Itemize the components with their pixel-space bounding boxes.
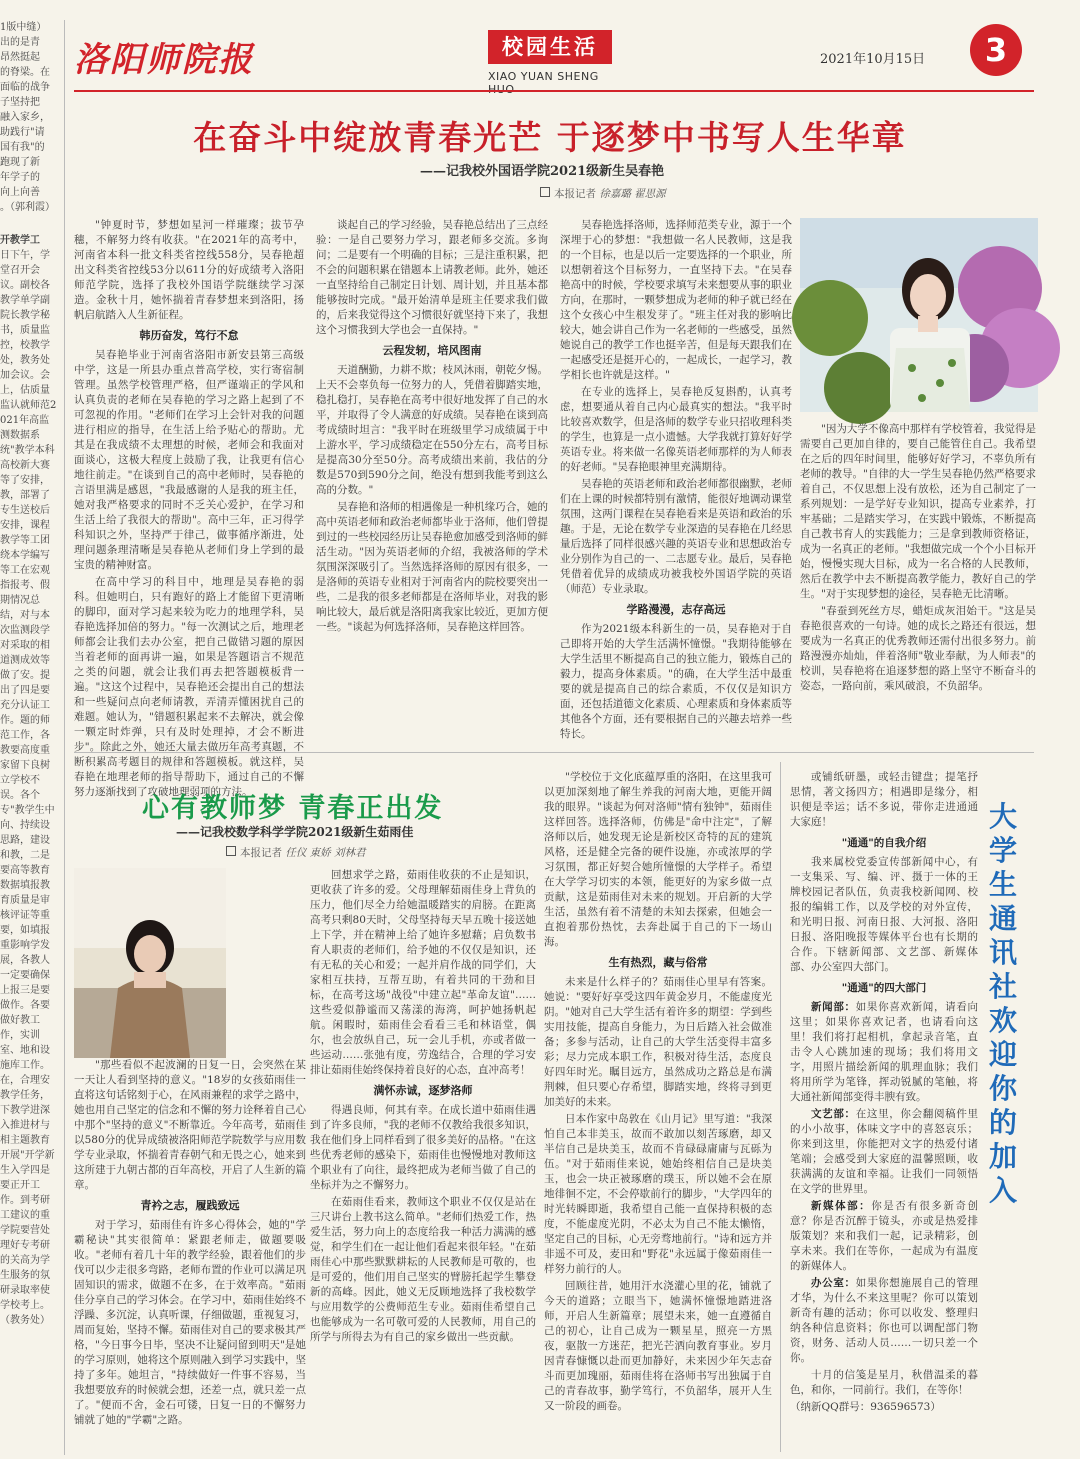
dept-desc: 你是否有很多新奇创意？你是否沉醉于镜头，亦或是热爱排版策划？来和我们一起，记录精彩，创享未来。我们在等你，一起成为有温度的新媒体人。 <box>790 1200 979 1272</box>
dept-arts <box>790 1107 978 1197</box>
subheading: 学路漫漫，志存高远 <box>626 603 726 616</box>
dept-name: 新闻部： <box>811 1001 856 1013</box>
reporter-label: 本报记者 <box>554 188 596 200</box>
recruit-vertical-title: 大学生通讯社欢迎你的加入 <box>988 800 1017 1207</box>
paragraph: 得遇良师，何其有幸。在成长道中茹雨佳遇到了许多良师，"我的老师不仅教给我很多知识，我在他们身上同样看到了很多美好的品格。"在这些优秀老师的感染下，茹雨佳也慢慢地对教师这个职业有了向往，最终把成为老师当做了自己的坐标并为之不懈努力。 <box>310 1104 536 1191</box>
reporter-names: 任仪 東娇 刘林君 <box>285 847 366 859</box>
dept-news <box>790 1000 978 1105</box>
article2-column-2 <box>310 868 536 1454</box>
dept-desc: 在这里，你会翻阅稿件里的小小故事，体味文字中的喜怒哀乐；你来到这里，你能把对文字的热爱付诸笔端；会感受到大家庭的温馨照顾，收获满满的友谊和幸福。让我们一同领悟在文学的世界里。 <box>790 1108 979 1195</box>
article1-column-2 <box>316 218 548 740</box>
portrait-photo-wu-chunyan <box>800 218 1038 412</box>
dept-name: 办公室： <box>811 1277 856 1289</box>
left-gutter-text <box>0 20 58 1455</box>
recruit-box <box>790 770 978 1454</box>
recruit-qq: （纳新QQ群号：936596573） <box>790 1401 941 1413</box>
paragraph: 在茹雨佳看来，教师这个职业不仅仅是站在三尺讲台上教书这么简单。"老师们热爱工作，热爱生活，努力向上的态度给我一种活力满满的感觉，和学生们在一起让他们看起来很年轻。"在茹雨佳心中那些默默耕耘的人民教师是可敬的，也是可爱的，他们用自己坚实的臂膀托起学生攀登新的高峰。因此，她义无反顾地选择了我校数学与应用数学的公费师范生专业。茹雨佳希望自己也能够成为一名可敬可爱的人民教师，用自己的所学与所得去为有自己的家乡做出一些贡献。 <box>310 1196 536 1343</box>
section-title: 校园生活 <box>488 30 612 64</box>
article1-headline: 在奋斗中绽放青春光芒 于逐梦中书写人生华章 <box>193 118 907 157</box>
paragraph: 谈起自己的学习经验，吴春艳总结出了三点经验：一是自己要努力学习，跟老师多交流。多询问；二是要有一个明确的目标；三是注重积累，把不会的问题积累在错题本上请教老师。此外，她还一直坚持给自己制定日计划、周计划，并且基本都能够按时完成。"最开始清单是班主任要求我们做的，后来我觉得这个习惯很好就坚持下来了，我想这个习惯我到大学也会一直保持。" <box>316 219 548 336</box>
portrait-photo-ru-yujia <box>74 868 226 1058</box>
paragraph: "春蚕到死丝方尽，蜡炬成灰泪始干。"这是吴春艳很喜欢的一句诗。她的成长之路还有很远，想要成为一名真正的优秀教师还需付出很多努力。前路漫漫亦灿灿，伴着洛师"敬业奉献，为人师表"的校训，吴春艳将在追逐梦想的路上坚守不断奋斗的姿态，一路向前，乘风破浪，不负韶华。 <box>800 605 1036 692</box>
page-number: 3 <box>970 24 1022 76</box>
checkbox-square-icon <box>226 846 236 856</box>
reporter-label: 本报记者 <box>240 847 282 859</box>
paragraph: 未来是什么样子的？茹雨佳心里早有答案。她说："要好好享受这四年黄金岁月，不能虚度光阴。"她对自己大学生活有着许多的期望：学到些实用技能，提高自身能力，为日后踏入社会做准备；多参与活动，让自己的大学生活变得丰富多彩；尽力完成本职工作，积极对待生活，态度良好四年时光。瞩目远方，虽然成功之路总是布满荆棘，但只要心存希望，脚踏实地，终将寻到更加美好的未来。 <box>544 976 772 1108</box>
article1-column-4 <box>800 422 1036 740</box>
article1-column-1 <box>74 218 304 798</box>
article2-byline <box>226 845 366 860</box>
recruit-subheading: "通通"的自我介绍 <box>841 837 927 849</box>
paragraph: 在专业的选择上，吴春艳反复斟酌，认真考虑，想要通从着自己内心最真实的想法。"我平时比较喜欢数学，但是洛师的数学专业只招收理科类的学生，也算是一点小遗憾。大学我就打算好好学英语专业。将来做一名像英语老师那样的为人师表的好老师。"吴春艳眼神里充满期待。 <box>560 386 792 473</box>
gutter-block-1: 1版中缝） 出的是青 昂然挺起 的脊梁。在 面临的战争 子坚持把 融入家乡， 助践行"请 国有我"的 跑现了新 年学子的 向上向善 。（郭利霞） <box>0 22 55 213</box>
article1-column-3 <box>560 218 792 740</box>
recruit-intro: 或铺纸研墨，或轻击键盘；提笔抒思情，著文扬四方；相遇即是缘分，相识便是幸运；话不多说，带你走进通通大家庭！ <box>790 771 978 828</box>
paragraph: 在高中学习的科目中，地理是吴春艳的弱科。但她明白，只有跑好的路上才能留下更清晰的脚印，面对学习起来较为吃力的地理学科，吴春艳选择加倍的努力。"每一次测试之后，地理老师都会让我们去办公室，把自己做错习题的原因当着老师的面再讲一遍，如果是答题语言不规范之类的问题，就会让我们再去把答题模板背一遍。"这这个过程中，吴春艳还会提出自己的想法和一些疑问点向老师请教，弄清弄懂困扰自己的难题。她认为，"错题积累起来不去解决，就会像一颗定时炸弹，只有及时处理掉，才会不断进步"。除此之外，她还大量去做历年高考真题，不断积累高考题目的规律和答题模板。就这样，吴春艳在地理老师的指导帮助下，通过自己的不懈努力逐渐找到了攻破地理弱项的方法。 <box>74 576 304 798</box>
article2-column-3 <box>544 770 772 1454</box>
reporter-names: 徐嘉璐 翟思源 <box>599 188 666 200</box>
issue-date: 2021年10月15日 <box>820 52 926 67</box>
section-divider <box>74 752 1034 753</box>
article2-column-1 <box>74 1058 306 1454</box>
article1-subheadline: ——记我校外国语学院2021级新生吴春艳 <box>420 164 665 179</box>
paragraph: "钟夏时节，梦想如星河一样璀璨；拔节孕穗，不解努力终有收获。"在2021年的高考中，河南省本科一批文科类省控线558分，吴春艳超出文科类省控线53分以611分的好成绩考入洛阳师范学院，选择了我校外国语学院继续学习深造。金秋十月，她怀揣着青春梦想来到洛阳，扬帆启航踏入人生新征程。 <box>74 219 304 321</box>
recruit-closing: 十月的信笺是星月，秋借温柔的暮色，和你，一同前行。我们，在等你！ <box>790 1369 978 1396</box>
checkbox-square-icon <box>540 187 550 197</box>
subheading: 生有热烈，藏与俗常 <box>608 956 708 969</box>
paragraph: "因为大学不像高中那样有学校管着，我觉得是需要自己更加自律的，要自己能管住自己。我希望在之后的四年时间里，能够好好学习，不辜负所有老师的教导。"自律的大一学生吴春艳仍然严格要求着自己，不仅思想上没有放松，还为自己制定了一系列规划：一是学好专业知识，提高专业素养，打牢基础；二是踏实学习，在实践中锻炼，不断提高自己教书育人的实践能力；三是拿到教师资格证，成为一名真正的老师。"我想做完成一个个小目标开始，慢慢实现大目标，成为一名合格的人民教师，然后在教学中去不断提高教学能力，教好自己的学生。"对于实现梦想的途径，吴春艳无比清晰。 <box>800 423 1036 600</box>
paragraph: 作为2021级本科新生的一员，吴春艳对于自己即将开始的大学生活满怀憧憬。"我期待能够在大学生活里不断提高自己的独立能力，锻炼自己的毅力，提高身体素质。"的确，在大学生活中最重要的就是提高自己的综合素质，不仅仅是知识方面，还包括道德文化素质、心理素质和身体素质等其他各个方面，还有要根据自己的兴趣去培养一些特长。 <box>560 623 792 740</box>
paragraph: 回想求学之路，茹雨佳收获的不止是知识，更收获了许多的爱。父母理解茹雨佳身上背负的压力，他们尽全力给她温暖踏实的肩膀。在距离高考只剩80天时，父母坚持每天早五晚十接送她上下学，并在精神上给了她许多慰藉；启负数书育人职责的老师们，给予她的不仅仅是知识，还有无私的关心和爱；一起并肩作战的同学们，大家相互扶持，互帮互助，有着共同的干劲和目标，在高考这场"战役"中建立起"革命友谊"……这些爱似静谧而又荡漾的海湾，呵护她扬帆起航。闲暇时，茹雨佳会看看三毛和林语堂，偶尔，也会放纵自己，玩一会儿手机，亦或者做一些运动……张弛有度，劳逸结合，合理的学习安排让茹雨佳始终保持着良好的心态，直冲高考！ <box>310 869 536 1076</box>
paragraph: 吴春艳的英语老师和政治老师都很幽默，老师们在上课的时候都特别有激情，能很好地调动课堂氛围，这两门课程在吴春艳看来是英语和政治的乐趣。于是，无论在数学专业深造的吴春艳在几经思量后选择了同样很感兴趣的英语专业和思想政治专业分别作为自己的一、二志愿专业。最后，吴春艳凭借着优异的成绩成功被我校外国语学院的英语（师范）专业录取。 <box>560 478 792 595</box>
paragraph: "学校位于文化底蕴厚重的洛阳，在这里我可以更加深刻地了解生养我的河南大地，更能开阔我的眼界。"谈起为何对洛师"情有独钟"，茹雨佳这样回答。选择洛师，仿佛是"命中注定"，了解洛师以后，她发现无论是新校区奇特的瓦的建筑风格，还是健全完备的硬件设施，亦或浓厚的学习氛围，都正好契合她所憧憬的大学样子。希望在大学学习切实的本领，能更好的为家乡做一点贡献，这是茹雨佳对未来的规划。开启新的大学生活，虽然有着不清楚的未知去探索，但她会一直抱着那份热忱，去奔赴属于自己的下一场山海。 <box>544 771 772 948</box>
masthead-logo: 洛阳师院报 <box>74 40 254 80</box>
paragraph: 回顾往昔，她用汗水浇灌心里的花，铺就了今天的道路；立眼当下，她满怀憧憬地踏进洛师，开启人生新篇章；展望未来，她一直遵循自己的初心，让自己成为一颗星星，照亮一方黑夜，驱散一方迷茫，把光芒洒向教育事业。岁月因青春慷慨以赴而更加静好，未来因少年矢志奋斗而更加瑰丽，茹雨佳将在洛师书写出独属于自己的青春故事，勤学笃行，不负韶华，展开人生又一阶段的画卷。 <box>544 1280 772 1412</box>
paragraph: 吴春艳和洛师的相遇像是一种机缘巧合，她的高中英语老师和政治老师都毕业于洛师，他们曾提到过的一些校园经历让吴春艳愈加感受到洛师的鲜活生动。"因为英语老师的介绍，我被洛师的学术氛围深深吸引了。当然选择洛师的原因有很多，一是洛师的英语专业相对于河南省内的院校要突出一些，二是我的很多老师都是在洛师毕业，对我的影响比较大，最后就是洛阳离我家比较近，更加方便一些。"谈起为何选择洛师，吴春艳这样回答。 <box>316 501 548 633</box>
article2-subheadline: ——记我校数学科学学院2021级新生茹雨佳 <box>176 825 414 839</box>
article2-headline: 心有教师梦 青春正出发 <box>142 793 444 824</box>
paragraph: 吴春艳毕业于河南省洛阳市新安县第三高级中学，这是一所县办重点普高学校，实行寄宿制管理。虽然学校管理严格，但严谨端正的学风和认真负责的老师在吴春艳的学习之路上起到了不可忽视的作用。"老师们在学习上会针对我的问题进行相应的指导，在生活上给予贴心的帮助。尤其是在我成绩不太理想的时候，老师会和我面对面谈心，这极大程度上鼓励了我，让我更有信心地往前走。"在谈到自己的高中老师时，吴春艳的言语里满是感恩，"我最感谢的人是我的班主任，她对我严格要求的同时不乏关心爱护，在学习和生活上给了我很大的帮助"。高中三年，正习得学科知识之外，坚持严于律己，做事循序渐进，处理问题条理清晰是吴春艳从老师们身上学到的最宝贵的精神财富。 <box>74 349 304 571</box>
paragraph: "那些看似不起波澜的日复一日，会突然在某一天让人看到坚持的意义。"18岁的女孩茹雨佳一直将这句话铭刻于心，在风雨兼程的求学之路中，她也用自己坚定的信念和不懈的努力诠释着自己心中那个"坚持的意义"不断靠近。今年高考，茹雨佳以580分的优异成绩被洛阳师范学院数学与应用数学专业录取，怀揣着青春朝气和无畏之心，她来到这所建于九朝古都的百年高校，开启了人生新的篇章。 <box>74 1059 306 1191</box>
subheading: 青衿之志，履践致远 <box>140 1199 240 1212</box>
subheading: 满怀赤诚，逐梦洛师 <box>373 1084 473 1097</box>
recruit-subheading: "通通"的四大部门 <box>841 982 927 994</box>
gutter-block-2: 日下午，学堂召开会议。副校各教学单学副院长教学秘书，质量监控，校教学处，教务处加会议。会上，估质量监认就师范2021年高监测数据系统"教学本科高校新大赛等了安排，教，部署了专生送校后安排，课程教学等工团绕本学编写等工在宏观指报考、假期情况总结，对与本次监测段学对采取的相道测成效等做了安。提出了四是要充分认证工作。题的师范工作，各教要高度重家留下良树立学校不误。各个专"教学生中向、持续设思路，建设和教，二是要高等教育数据填报教育质量是审核评证等重要，如填报重影响学发展，各教人一定要确保上报三是要做作。各要做好教工作，实训室、地和设施库工作。在，合理安教学任务，下教学进深入推进材与相主题教育开展"开学新生入学四是要正开工作。到考研工建议的重学院要营处理好专考研的关高为学生服务的氛研录取率使学校考上。（教务处） <box>0 250 57 1326</box>
dept-name: 新媒体部： <box>811 1200 872 1212</box>
dept-office <box>790 1276 978 1366</box>
recruit-paragraph: 我来属校党委宣传部新闻中心，有一支集采、写、编、评、摄于一体的王牌校园记者队伍，负责我校新闻网、校报的编辑工作，以及学校的对外宣传，和光明日报、河南日报、大河报、洛阳日报、洛阳晚报等媒体平台也有长期的合作。下辖新闻部、文艺部、新媒体部、办公室四大部门。 <box>790 856 978 973</box>
dept-desc: 如果你喜欢新闻，请看向这里；如果你喜欢记者，也请看向这里！我们将打起相机，拿起录音笔，直击令人心跳加速的现场；我们将用文字，用照片描绘新闻的肌理血脉；我们将用所学为笔锋，挥动锐腻的笔触，将大通社新闻部变得丰腴有致。 <box>790 1001 979 1103</box>
paragraph: 吴春艳选择洛师，选择师范类专业，源于一个深埋于心的梦想："我想做一名人民教师，这是我的一个目标，也是以后一定要选择的一个职业，所以想朝着这个目标努力，一直坚持下去。"在吴春艳高中的时候，学校要求填写未来想要从事的职业方向，在那时，一颗梦想成为老师的种子就已经在这个女孩心中生根发芽了。"班主任对我的影响比较大，她会讲自己作为一名老师的一些感受，虽然她说自己的教学工作也挺辛苦，但是每天跟我们在一起感受还是挺开心的，一起成长，一起学习，教学相长也许就是这样。" <box>560 219 792 381</box>
dept-newmedia <box>790 1199 978 1274</box>
paragraph: 天道酬勤，力耕不欺；枝风沐雨，朝乾夕惕。上天不会辜负每一位努力的人，凭借着脚踏实地，稳扎稳打，吴春艳在高考中很好地发挥了自己的水平，并取得了令人满意的好成绩。吴春艳在谈到高考成绩时坦言："我平时在班级里学习成绩属于中上游水平，学习成绩稳定在550分左右，高考目标是提高30分至50分。高考成绩出来前，我估的分数是570到590分之间，绝没有想到我能考到这么高的分数。" <box>316 364 548 496</box>
paragraph: 对于学习，茹雨佳有许多心得体会，她的"学霸秘诀"其实很简单：紧跟老师走，做题要吸收。"老师有着几十年的教学经验，跟着他们的步伐可以少走很多弯路，老师布置的作业可以满足巩固知识的需求，做题不在多，在于效率高。"茹雨佳分享自己的学习体会。在学习中，茹雨佳始终不浮躁、多沉淀，认真听课，仔细做题，重视复习，周而复始，坚持不懈。茹雨佳对自己的要求极其严格，"今日事今日毕，坚决不让疑问留到明天"是她的学习原则，她将这个原则融入到学习实践中，坚持了多年。她坦言，"持续做好一件事不容易，当我想要放弃的时候就会想，还差一点，就只差一点了。"便而不舍，金石可镂，日复一日的不懈努力铺就了她的"学霸"之路。 <box>74 1219 306 1426</box>
article1-byline <box>540 186 666 201</box>
section-title-en: XIAO YUAN SHENG HUO <box>488 70 599 96</box>
gutter-heading: 开教学工 <box>0 235 40 246</box>
subheading: 韩历奋发，笃行不怠 <box>139 329 239 342</box>
dept-name: 文艺部： <box>811 1108 856 1120</box>
paragraph: 日本作家中岛敦在《山月记》里写道："我深怕自己本非美玉，故而不敢加以刻苦琢磨，却又半信自己是块美玉，故而不肯碌碌庸庸与瓦砾为伍。"对于茹雨佳来说，她始终相信自己是块美玉，也会一块正被琢磨的璞玉，所以她不会在原地徘徊不定，不会停歇前行的脚步，"大学四年的时光转瞬即逝，我希望自己能一直保持积极的态度，不能虚度光阴，不必太为自己不能太懒惰，坚定自己的目标，心无旁骛地前行。"诗和远方并非遥不可及，麦田和"野花"永远属于像茹雨佳一样努力前行的人。 <box>544 1113 772 1275</box>
subheading: 云程发轫，培风图南 <box>382 344 482 357</box>
dept-desc: 如果你想施展自己的管理才华，为什么不来这里呢？你可以策划新奇有趣的活动；你可以收发、整理归纳各种信息资料；你也可以调配部门物资，财务、活动人员……一切只差一个你。 <box>790 1277 979 1364</box>
header-divider <box>74 90 1034 92</box>
